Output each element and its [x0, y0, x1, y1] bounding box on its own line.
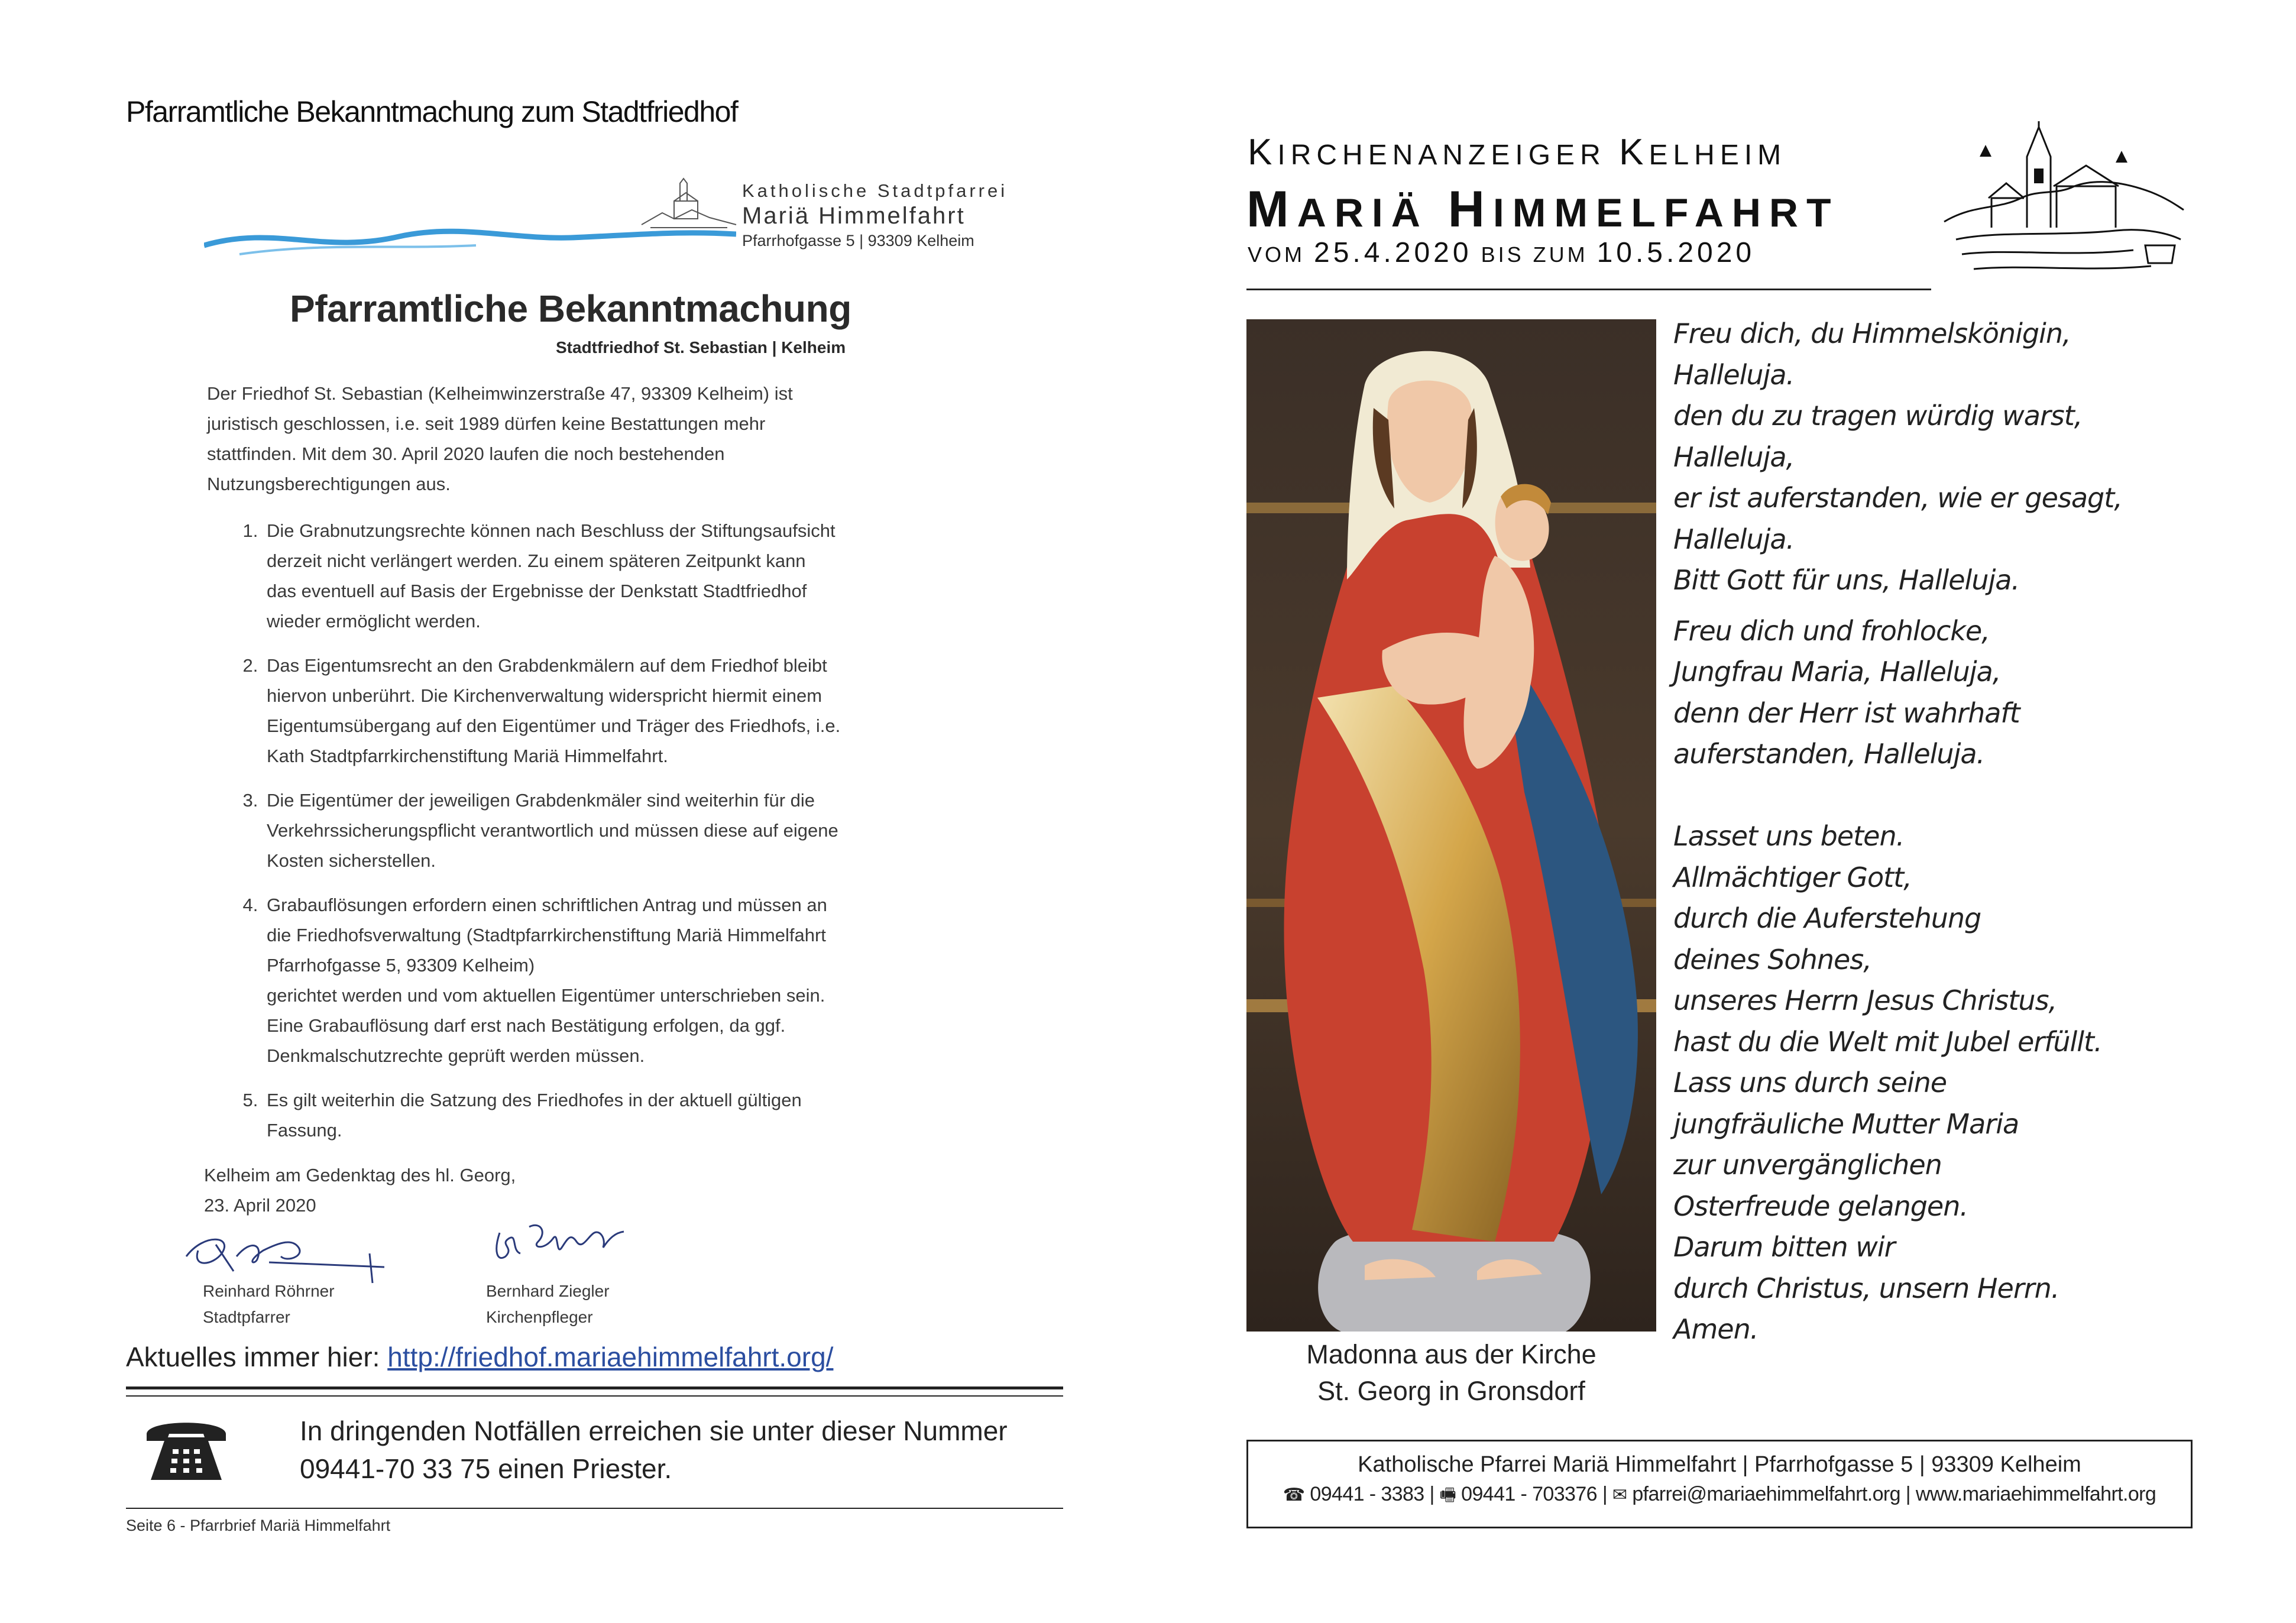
- prayer-line: denn der Herr ist wahrhaft: [1673, 697, 2020, 729]
- item-line: 2. Das Eigentumsrecht an den Grabdenkmälern auf dem Friedhof bleibt: [267, 655, 827, 676]
- date-range: [1248, 237, 1755, 269]
- letterhead-line2: Mariä Himmelfahrt: [742, 203, 966, 229]
- date-word: VOM: [1248, 242, 1314, 267]
- prayer-line: Jungfrau Maria, Halleluja,: [1673, 656, 2001, 688]
- notice-item: [263, 785, 869, 876]
- prayer-line: er ist auferstanden, wie er gesagt,: [1673, 482, 2122, 514]
- closing-date: 23. April 2020: [204, 1195, 316, 1216]
- notice-item: [263, 516, 869, 636]
- signer-ziegler: [486, 1278, 610, 1330]
- prayer-line: durch die Auferstehung: [1673, 902, 1981, 934]
- prayer-line: Allmächtiger Gott,: [1673, 861, 1912, 893]
- notice-heading: Pfarramtliche Bekanntmachung: [290, 287, 851, 330]
- contact-address: Katholische Pfarrei Mariä Himmelfahrt | Pfarrhofgasse 5 | 93309 Kelheim: [1358, 1452, 2081, 1477]
- item-line: wieder ermöglicht werden.: [267, 611, 481, 631]
- divider: [1246, 289, 1931, 290]
- prayer-line: auferstanden, Halleluja.: [1673, 738, 1985, 770]
- date-value: 10.5.2020: [1596, 237, 1756, 268]
- caption-line: St. Georg in Gronsdorf: [1317, 1376, 1585, 1406]
- signature-roehrner-icon: [180, 1221, 393, 1286]
- madonna-caption: [1246, 1336, 1656, 1410]
- contact-details: [1248, 1479, 2191, 1510]
- aktuelles-line: [126, 1341, 833, 1373]
- contact-fax: 09441 - 703376: [1461, 1483, 1597, 1505]
- item-line: Fassung.: [267, 1120, 342, 1141]
- page-footer: Seite 6 - Pfarrbrief Mariä Himmelfahrt: [126, 1517, 391, 1534]
- emergency-line: 09441-70 33 75 einen Priester.: [300, 1453, 672, 1484]
- title-initial: K: [1619, 132, 1649, 173]
- divider: [126, 1386, 1063, 1389]
- item-line: hiervon unberührt. Die Kirchenverwaltung widerspricht hiermit einem: [267, 685, 822, 706]
- divider: [126, 1508, 1063, 1509]
- item-line: 4. Grabauflösungen erfordern einen schriftlichen Antrag und müssen an: [267, 895, 827, 915]
- item-line: 1. Die Grabnutzungsrechte können nach Beschluss der Stiftungsaufsicht: [267, 520, 836, 541]
- signer-role: Stadtpfarrer: [203, 1308, 290, 1326]
- item-line: derzeit nicht verlängert werden. Zu einem späteren Zeitpunkt kann: [267, 550, 806, 571]
- closing: [204, 1160, 516, 1220]
- item-line: 3. Die Eigentümer der jeweiligen Grabdenkmäler sind weiterhin für die: [267, 790, 815, 811]
- prayer-line: Freu dich und frohlocke,: [1673, 614, 1990, 647]
- prayer-line: jungfräuliche Mutter Maria: [1673, 1107, 2019, 1140]
- madonna-statue-image: [1246, 319, 1656, 1332]
- intro-line: stattfinden. Mit dem 30. April 2020 laufen die noch bestehenden: [207, 443, 725, 464]
- letterhead-line3: Pfarrhofgasse 5 | 93309 Kelheim: [742, 232, 974, 250]
- prayer-line: Freu dich, du Himmelskönigin,: [1673, 318, 2071, 349]
- signer-name: Bernhard Ziegler: [486, 1282, 610, 1300]
- intro-line: Nutzungsberechtigungen aus.: [207, 474, 451, 494]
- contact-phone: 09441 - 3383: [1310, 1483, 1424, 1505]
- prayer-line: den du zu tragen würdig warst,: [1673, 400, 2083, 432]
- prayer-line: Lasset uns beten.: [1673, 820, 1905, 852]
- letterhead: [742, 180, 1008, 250]
- prayer-line: Halleluja.: [1673, 358, 1795, 391]
- item-line: Pfarrhofgasse 5, 93309 Kelheim): [267, 955, 535, 976]
- contact-email[interactable]: pfarrei@mariaehimmelfahrt.org: [1632, 1483, 1900, 1505]
- date-value: 25.4.2020: [1314, 237, 1472, 268]
- item-line: Eine Grabauflösung darf erst nach Bestätigung erfolgen, da ggf.: [267, 1015, 786, 1036]
- item-line: Denkmalschutzrechte geprüft werden müssen.: [267, 1045, 645, 1066]
- notice-item: [263, 890, 869, 1071]
- phone-icon: ☎: [1283, 1485, 1305, 1505]
- prayer-line: Halleluja.: [1673, 523, 1795, 555]
- item-line: das eventuell auf Basis der Ergebnisse der Denkstatt Stadtfriedhof: [267, 581, 807, 601]
- prayer-line: Darum bitten wir: [1673, 1231, 1895, 1263]
- item-line: die Friedhofsverwaltung (Stadtpfarrkirchenstiftung Mariä Himmelfahrt: [267, 925, 826, 945]
- prayer-line: deines Sohnes,: [1673, 943, 1871, 976]
- title-part: IMMELFAHRT: [1492, 190, 1840, 235]
- emergency-line: In dringenden Notfällen erreichen sie unter dieser Nummer: [300, 1415, 1008, 1446]
- notice-subheading: Stadtfriedhof St. Sebastian | Kelheim: [556, 338, 846, 357]
- emergency-notice: [300, 1412, 1008, 1488]
- prayer-line: durch Christus, unsern Herrn.: [1673, 1272, 2059, 1304]
- stanza-gap: [1673, 775, 2276, 817]
- title-initial: H: [1447, 181, 1493, 238]
- stanza-gap: [1673, 601, 2276, 611]
- friedhof-link[interactable]: http://friedhof.mariaehimmelfahrt.org/: [387, 1342, 834, 1372]
- item-line: Eigentumsübergang auf den Eigentümer und Träger des Friedhofs, i.e.: [267, 715, 841, 736]
- telephone-icon: [142, 1410, 231, 1484]
- closing-place: Kelheim am Gedenktag des hl. Georg,: [204, 1165, 516, 1185]
- prayer-line: Osterfreude gelangen.: [1673, 1190, 1968, 1222]
- intro-line: juristisch geschlossen, i.e. seit 1989 dürfen keine Bestattungen mehr: [207, 413, 766, 434]
- prayer-line: Lass uns durch seine: [1673, 1067, 1947, 1099]
- kirchenanzeiger-title: [1248, 131, 1786, 173]
- prayer-line: unseres Herrn Jesus Christus,: [1673, 984, 2057, 1016]
- letterhead-line1: Katholische Stadtpfarrei: [742, 180, 1008, 201]
- signer-role: Kirchenpfleger: [486, 1308, 593, 1326]
- contact-box: [1246, 1440, 2193, 1528]
- prayer-line: Bitt Gott für uns, Halleluja.: [1673, 564, 2020, 596]
- divider: [126, 1395, 1063, 1397]
- fax-icon: 🖷: [1439, 1485, 1456, 1505]
- blue-wave-icon: [204, 213, 736, 260]
- email-icon: ✉: [1612, 1485, 1627, 1505]
- intro-line: Der Friedhof St. Sebastian (Kelheimwinzerstraße 47, 93309 Kelheim) ist: [207, 383, 793, 404]
- title-initial: M: [1246, 181, 1297, 238]
- parish-name: [1246, 180, 1840, 239]
- separator: |: [1424, 1483, 1440, 1505]
- title-part: ARIÄ: [1297, 190, 1448, 235]
- separator: |: [1596, 1483, 1612, 1505]
- caption-line: Madonna aus der Kirche: [1306, 1339, 1596, 1369]
- notice-intro: [207, 378, 869, 499]
- church-drawing-icon: [1938, 121, 2187, 293]
- prayer-text: [1673, 313, 2276, 1350]
- title-initial: K: [1248, 132, 1278, 173]
- prayer-line: Amen.: [1673, 1313, 1759, 1345]
- notice-body: [207, 378, 869, 1159]
- item-line: Verkehrssicherungspflicht verantwortlich und müssen diese auf eigene: [267, 820, 838, 841]
- signer-roehrner: [203, 1278, 335, 1330]
- separator: |: [1900, 1483, 1916, 1505]
- contact-web[interactable]: www.mariaehimmelfahrt.org: [1915, 1483, 2156, 1505]
- signer-name: Reinhard Röhrner: [203, 1282, 335, 1300]
- notice-item: [263, 650, 869, 771]
- prayer-line: Halleluja,: [1673, 440, 1795, 473]
- date-word: BIS ZUM: [1472, 242, 1597, 267]
- notice-list: [207, 516, 869, 1145]
- aktuelles-label: Aktuelles immer hier:: [126, 1342, 388, 1372]
- prayer-line: zur unvergänglichen: [1673, 1149, 1942, 1181]
- signature-ziegler-icon: [488, 1215, 630, 1274]
- left-page-title: Pfarramtliche Bekanntmachung zum Stadtfriedhof: [126, 95, 738, 128]
- item-line: Kath Stadtpfarrkirchenstiftung Mariä Himmelfahrt.: [267, 746, 668, 766]
- title-part: ELHEIM: [1649, 140, 1787, 171]
- item-line: gerichtet werden und vom aktuellen Eigentümer unterschrieben sein.: [267, 985, 825, 1006]
- prayer-line: hast du die Welt mit Jubel erfüllt.: [1673, 1025, 2102, 1058]
- title-part: IRCHENANZEIGER: [1277, 140, 1620, 171]
- item-line: 5. Es gilt weiterhin die Satzung des Friedhofes in der aktuell gültigen: [267, 1090, 802, 1110]
- item-line: Kosten sicherstellen.: [267, 850, 436, 871]
- notice-item: [263, 1085, 869, 1145]
